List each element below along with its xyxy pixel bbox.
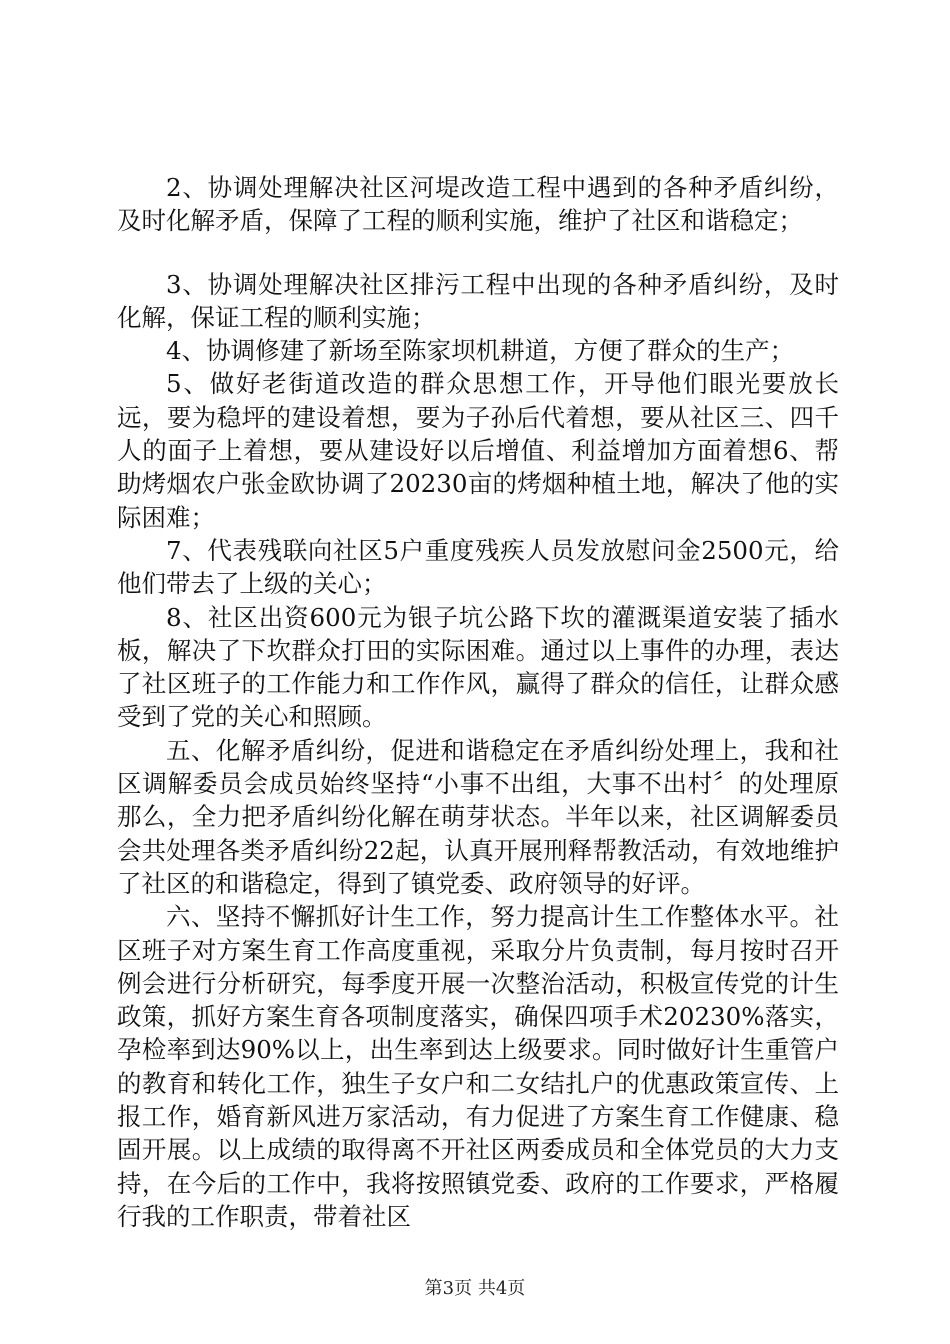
- paragraph-item-2: 2、协调处理解决社区河堤改造工程中遇到的各种矛盾纠纷，及时化解矛盾，保障了工程的顺利实施，维护了社区和谐稳定；: [117, 173, 839, 236]
- document-body: [117, 171, 839, 1233]
- paragraph-item-7: 7、代表残联向社区5户重度残疾人员发放慰问金2500元，给他们带去了上级的关心；: [117, 535, 839, 599]
- paragraph-section-5: 五、化解矛盾纠纷，促进和谐稳定在矛盾纠纷处理上，我和社区调解委员会成员始终坚持“小事不出组，大事不出村〞的处理原那么，全力把矛盾纠纷化解在萌芽状态。半年以来，社区调解委员会共处理各类矛盾纠纷22起，认真开展刑释帮教活动，有效地维护了社区的和谐稳定，得到了镇党委、政府领导的好评。: [117, 735, 839, 898]
- paragraph-section-6: 六、坚持不懈抓好计生工作，努力提高计生工作整体水平。社区班子对方案生育工作高度重视，采取分片负责制，每月按时召开例会进行分析研究，每季度开展一次整治活动，积极宣传党的计生政策，抓好方案生育各项制度落实，确保四项手术20230%落实，孕检率到达90%以上，出生率到达上级要求。同时做好计生重管户的教育和转化工作，独生子女户和二女结扎户的优惠政策宣传、上报工作，婚育新风进万家活动，有力促进了方案生育工作健康、稳固开展。以上成绩的取得离不开社区两委成员和全体党员的大力支持，在今后的工作中，我将按照镇党委、政府的工作要求，严格履行我的工作职责，带着社区: [117, 902, 839, 1231]
- page-footer: 第3页 共4页: [424, 1278, 526, 1299]
- paragraph-item-5: 5、做好老街道改造的群众思想工作，开导他们眼光要放长远，要为稳坪的建设着想，要为子孙后代着想，要从社区三、四千人的面子上着想，要从建设好以后增值、利益增加方面着想6、帮助烤烟农户张金欧协调了20230亩的烤烟种植土地，解决了他的实际困难；: [117, 369, 839, 532]
- paragraph-item-4: 4、协调修建了新场至陈家坝机耕道，方便了群众的生产；: [166, 336, 795, 366]
- paragraph-item-8: 8、社区出资600元为银子坑公路下坎的灌溉渠道安装了插水板，解决了下坎群众打田的实际困难。通过以上事件的办理，表达了社区班子的工作能力和工作作风，赢得了群众的信任，让群众感受到了党的关心和照顾。: [117, 602, 839, 732]
- paragraph-item-3: 3、协调处理解决社区排污工程中出现的各种矛盾纠纷，及时化解，保证工程的顺利实施；: [117, 269, 839, 332]
